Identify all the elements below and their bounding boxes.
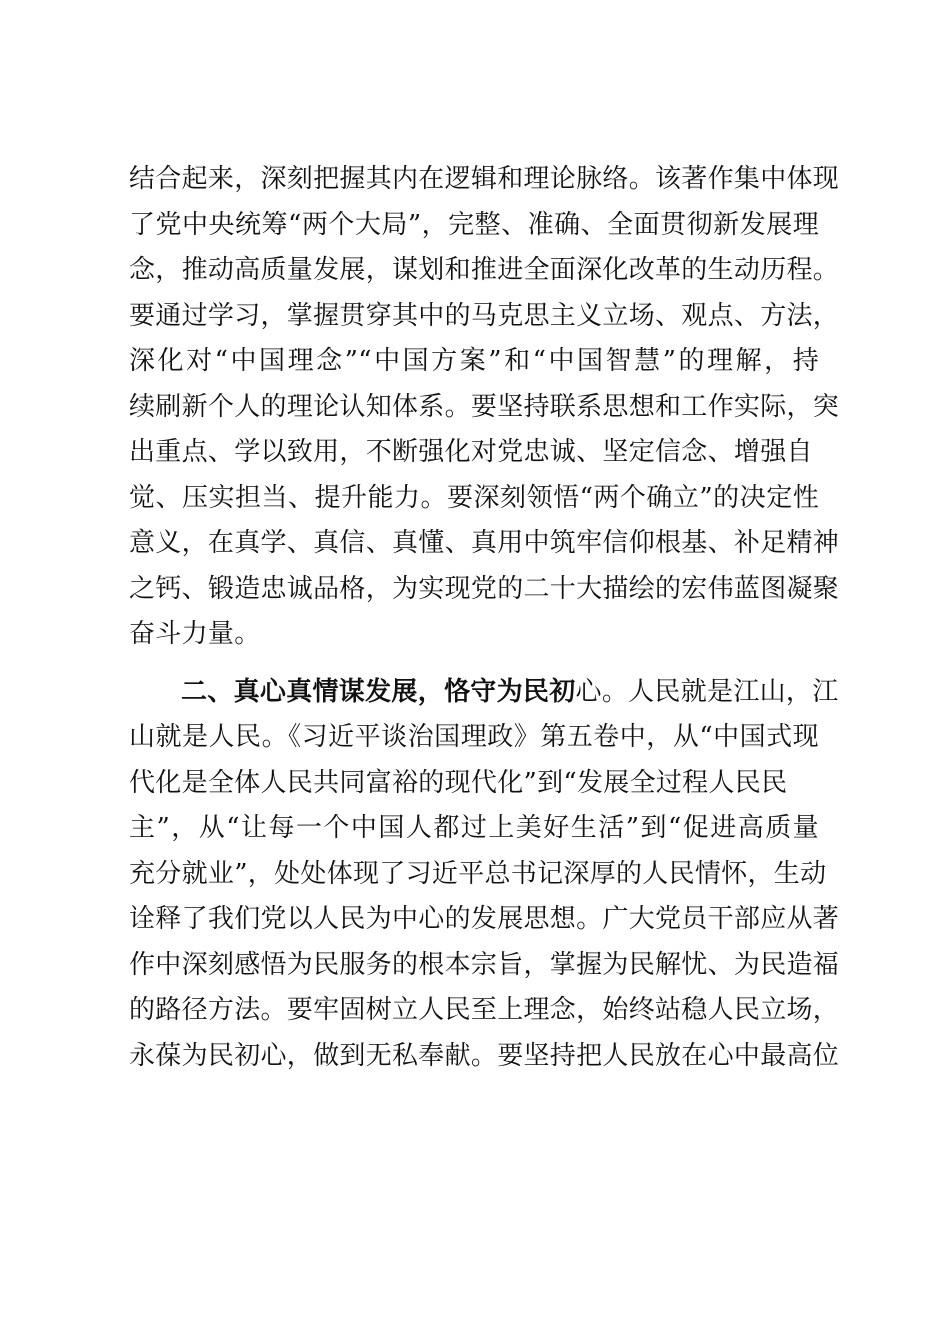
text-line: 觉、压实担当、提升能力。要深刻领悟“两个确立”的决定性 — [129, 482, 819, 513]
text-line: 作中深刻感悟为民服务的根本宗旨，掌握为民解忧、为民造福 — [129, 949, 840, 980]
text-line: 深化对“中国理念”“中国方案”和“中国智慧”的理解，持 — [129, 346, 819, 376]
paragraph-spacing — [129, 658, 819, 670]
text-line: 念，推动高质量发展，谋划和推进全面深化改革的生动历程。 — [129, 255, 840, 285]
heading-continuation: 心。人民就是江山，江 — [575, 676, 839, 707]
text-line: 出重点、学以致用，不断强化对党忠诚、坚定信念、增强自 — [129, 437, 813, 467]
paragraph-theory-study — [129, 157, 840, 658]
section-heading-line — [129, 670, 839, 716]
document-body — [129, 157, 840, 1079]
text-line: 了党中央统筹“两个大局”，完整、准确、全面贯彻新发展理 — [129, 209, 819, 240]
text-line: 意义，在真学、真信、真懂、真用中筑牢信仰根基、补足精神 — [129, 528, 840, 558]
text-line: 奋斗力量。 — [129, 619, 261, 649]
text-line: 诠释了我们党以人民为中心的发展思想。广大党员干部应从著 — [129, 904, 840, 934]
text-line: 主”，从“让每一个中国人都过上美好生活”到“促进高质量 — [129, 813, 819, 843]
text-line: 的路径方法。要牢固树立人民至上理念，始终站稳人民立场， — [129, 995, 840, 1025]
text-line: 要通过学习，掌握贯穿其中的马克思主义立场、观点、方法， — [129, 300, 840, 331]
text-line: 结合起来，深刻把握其内在逻辑和理论脉络。该著作集中体现 — [129, 164, 840, 194]
text-line: 充分就业”，处处体现了习近平总书记深厚的人民情怀，生动 — [129, 858, 827, 889]
text-line: 山就是人民。《习近平谈治国理政》第五卷中，从“中国式现 — [129, 722, 819, 752]
paragraph-people-centered — [129, 670, 840, 1080]
text-line: 代化是全体人民共同富裕的现代化”到“发展全过程人民民 — [129, 767, 788, 798]
text-line: 之钙、锻造忠诚品格，为实现党的二十大描绘的宏伟蓝图凝聚 — [129, 573, 840, 604]
section-heading: 二、真心真情谋发展，恪守为民初 — [181, 676, 576, 707]
text-line: 续刷新个人的理论认知体系。要坚持联系思想和工作实际，突 — [129, 391, 840, 422]
text-line: 永葆为民初心，做到无私奉献。要坚持把人民放在心中最高位 — [129, 1040, 840, 1071]
